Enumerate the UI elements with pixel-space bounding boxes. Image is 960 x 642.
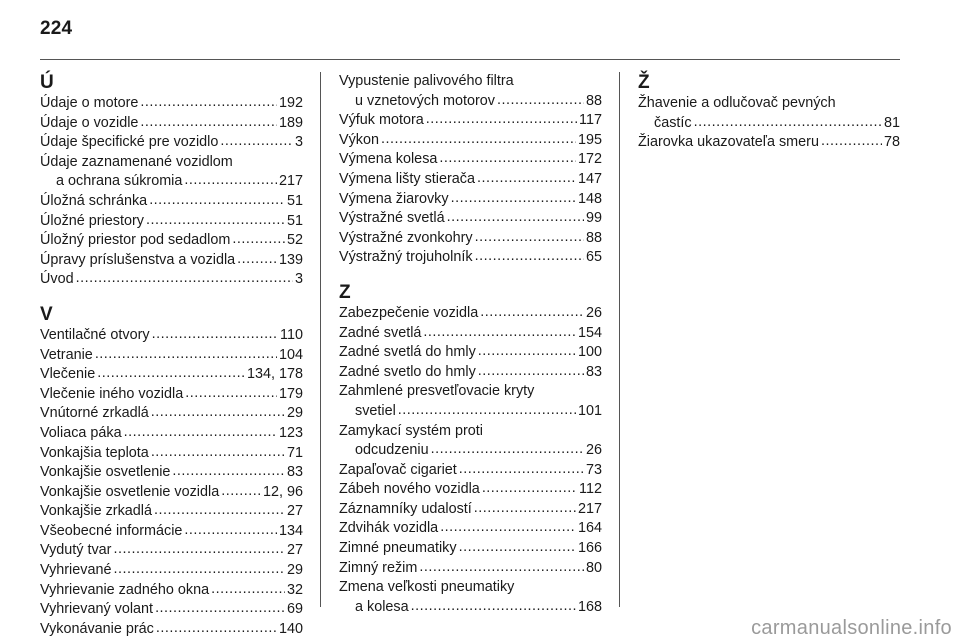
dot-leader (152, 325, 278, 345)
entry-page: 29 (286, 405, 303, 422)
watermark: carmanualsonline.info (751, 617, 952, 639)
dot-leader (440, 518, 576, 538)
dot-leader (184, 171, 277, 191)
dot-leader (155, 599, 285, 619)
entry-page: 179 (278, 385, 303, 402)
dot-leader (423, 323, 576, 343)
index-entry: Zahmlené presvetľovacie kryty (339, 383, 535, 400)
section-letter: V (40, 303, 53, 325)
entry-page: 154 (577, 324, 602, 341)
entry-text: Zadné svetlá (339, 324, 422, 341)
entry-page: 100 (577, 344, 602, 361)
index-column-3 (638, 72, 900, 153)
entry-page: 101 (577, 402, 602, 419)
entry-text: Údaje o motore (40, 95, 139, 111)
index-entry (40, 620, 303, 640)
dot-leader (140, 113, 277, 133)
entry-page: 81 (883, 114, 900, 131)
index-entry (339, 402, 602, 422)
entry-page: 73 (585, 461, 602, 478)
entry-text: Údaje špecifické pre vozidlo (40, 134, 219, 151)
index-entry (339, 343, 602, 363)
index-entry (339, 229, 602, 249)
entry-page: 148 (577, 190, 602, 207)
dot-leader (232, 230, 285, 250)
entry-page: 32 (286, 581, 303, 598)
dot-leader (478, 362, 584, 382)
index-entry (40, 483, 303, 503)
entry-page: 164 (577, 520, 602, 537)
entry-text: Úložná schránka (40, 192, 148, 209)
index-entry (40, 463, 303, 483)
entry-page: 3 (294, 271, 303, 288)
entry-text: Výmena lišty stierača (339, 170, 475, 187)
index-entry (40, 541, 303, 561)
entry-page: 29 (286, 562, 303, 579)
entry-text: Zadné svetlo do hmly (339, 363, 476, 380)
entry-page: 168 (577, 598, 602, 615)
entry-text: Výstražné zvonkohry (339, 229, 473, 246)
index-entry (339, 441, 602, 461)
index-entry (40, 231, 303, 251)
dot-leader (220, 132, 293, 152)
index-entry (40, 251, 303, 271)
index-entry (40, 424, 303, 444)
dot-leader (184, 521, 277, 541)
entry-text: Výstražné svetlá (339, 210, 445, 227)
index-entry (40, 444, 303, 464)
entry-text: svetiel (355, 402, 396, 419)
entry-text: Voliaca páka (40, 424, 122, 441)
index-column-1 (40, 72, 303, 639)
entry-text: Vonkajšie osvetlenie (40, 464, 171, 481)
dot-leader (411, 597, 576, 617)
entry-text: Údaje o vozidle (40, 114, 139, 131)
index-entry (40, 326, 303, 346)
entry-text: Výmena kolesa (339, 151, 438, 168)
entry-page: 99 (585, 210, 602, 227)
dot-leader (237, 250, 277, 270)
section-letter: Z (339, 281, 351, 303)
dot-leader (381, 130, 576, 150)
entry-text: Všeobecné informácie (40, 522, 183, 539)
entry-text: Vyhrievaný volant (40, 601, 154, 618)
dot-leader (95, 345, 277, 365)
entry-text: Vnútorné zrkadlá (40, 405, 149, 422)
entry-page: 80 (585, 559, 602, 576)
dot-leader (459, 460, 584, 480)
index-entry (40, 212, 303, 232)
dot-leader (149, 191, 285, 211)
entry-page: 12, 96 (262, 483, 303, 500)
entry-text: Úvod (40, 271, 74, 288)
entry-text: Zabezpečenie vozidla (339, 304, 479, 321)
dot-leader (185, 384, 277, 404)
index-entry (40, 385, 303, 405)
page-number: 224 (40, 18, 73, 39)
entry-page: 83 (286, 464, 303, 481)
entry-page: 189 (278, 114, 303, 131)
entry-page: 110 (280, 326, 303, 343)
index-entry: Údaje zaznamenané vozidlom (40, 153, 233, 170)
entry-page: 52 (286, 232, 303, 249)
dot-leader (140, 93, 277, 113)
dot-leader (154, 501, 285, 521)
dot-leader (474, 499, 576, 519)
index-entry (339, 500, 602, 520)
index-entry (40, 192, 303, 212)
entry-text: Vykonávanie prác (40, 620, 154, 637)
entry-text: Ventilačné otvory (40, 326, 150, 343)
index-entry (638, 133, 900, 153)
entry-text: Zadné svetlá do hmly (339, 344, 476, 361)
entry-text: Vlečenie iného vozidla (40, 385, 184, 402)
index-entry (339, 363, 602, 383)
index-entry (40, 114, 303, 134)
entry-text: Úpravy príslušenstva a vozidla (40, 251, 236, 268)
entry-page: 104 (278, 346, 303, 363)
index-entry (339, 461, 602, 481)
entry-text: Výfuk motora (339, 112, 424, 129)
entry-page: 88 (585, 92, 602, 109)
dot-leader (113, 540, 285, 560)
entry-page: 51 (286, 192, 303, 209)
entry-page: 217 (577, 500, 602, 517)
index-entry (339, 519, 602, 539)
entry-page: 51 (286, 212, 303, 229)
entry-page: 192 (278, 95, 303, 111)
entry-page: 27 (286, 503, 303, 520)
index-entry (40, 172, 303, 192)
dot-leader (151, 443, 285, 463)
entry-page: 195 (577, 131, 602, 148)
index-entry (339, 480, 602, 500)
dot-leader (459, 538, 576, 558)
entry-text: Zapaľovač cigariet (339, 461, 457, 478)
entry-text: Vetranie (40, 346, 93, 363)
index-entry (339, 190, 602, 210)
index-entry (40, 600, 303, 620)
dot-leader (419, 558, 584, 578)
dot-leader (451, 189, 576, 209)
entry-page: 117 (579, 112, 602, 129)
index-entry (638, 114, 900, 134)
entry-page: 134, 178 (246, 366, 303, 383)
entry-page: 112 (579, 481, 602, 498)
index-entry: Zamykací systém proti (339, 422, 483, 439)
dot-leader (124, 423, 277, 443)
index-entry: Vypustenie palivového filtra (339, 73, 514, 89)
index-entry (339, 248, 602, 268)
entry-text: Úložné priestory (40, 212, 144, 229)
dot-leader (76, 269, 293, 289)
entry-page: 27 (286, 542, 303, 559)
dot-leader (480, 303, 584, 323)
index-entry (339, 150, 602, 170)
dot-leader (475, 247, 584, 267)
entry-text: Úložný priestor pod sedadlom (40, 232, 231, 249)
index-entry (40, 365, 303, 385)
entry-page: 140 (278, 620, 303, 637)
entry-text: Zimné pneumatiky (339, 540, 457, 557)
entry-text: Vydutý tvar (40, 542, 112, 559)
entry-text: Výmena žiarovky (339, 190, 449, 207)
entry-text: Vyhrievané (40, 562, 112, 579)
entry-page: 139 (278, 251, 303, 268)
dot-leader (97, 364, 245, 384)
index-entry (40, 502, 303, 522)
entry-text: Zábeh nového vozidla (339, 481, 480, 498)
entry-page: 26 (585, 304, 602, 321)
dot-leader (821, 132, 882, 152)
entry-page: 88 (585, 229, 602, 246)
entry-text: Vonkajšie osvetlenie vozidla (40, 483, 220, 500)
entry-text: Vonkajšia teplota (40, 444, 149, 461)
index-entry (339, 324, 602, 344)
index-entry (40, 133, 303, 153)
entry-page: 3 (294, 134, 303, 151)
entry-text: Vlečenie (40, 366, 96, 383)
index-entry (40, 404, 303, 424)
dot-leader (694, 113, 882, 133)
dot-leader (482, 479, 577, 499)
index-entry (40, 346, 303, 366)
dot-leader (398, 401, 576, 421)
dot-leader (477, 169, 576, 189)
entry-text: Vyhrievanie zadného okna (40, 581, 210, 598)
dot-leader (475, 228, 584, 248)
index-entry: Žhavenie a odlučovač pevných (638, 95, 836, 111)
dot-leader (151, 403, 285, 423)
index-entry (40, 581, 303, 601)
index-entry (339, 539, 602, 559)
index-entry (40, 94, 303, 114)
entry-text: častíc (654, 114, 692, 131)
entry-text: Výkon (339, 131, 379, 148)
dot-leader (439, 149, 576, 169)
index-entry (339, 92, 602, 112)
index-entry (40, 522, 303, 542)
entry-text: a kolesa (355, 598, 409, 615)
dot-leader (221, 482, 261, 502)
dot-leader (447, 208, 584, 228)
section-letter: Ž (638, 72, 650, 93)
entry-page: 71 (286, 444, 303, 461)
header-rule (40, 59, 900, 60)
entry-page: 147 (577, 170, 602, 187)
dot-leader (431, 440, 584, 460)
entry-text: Zdvihák vozidla (339, 520, 439, 537)
entry-text: Záznamníky udalostí (339, 500, 472, 517)
dot-leader (156, 619, 277, 639)
entry-text: odcudzeniu (355, 442, 429, 459)
column-divider-1 (320, 72, 321, 607)
dot-leader (478, 342, 576, 362)
entry-page: 65 (585, 249, 602, 266)
entry-text: Žiarovka ukazovateľa smeru (638, 134, 819, 151)
entry-text: Vonkajšie zrkadlá (40, 503, 152, 520)
entry-page: 83 (585, 363, 602, 380)
index-entry (339, 559, 602, 579)
entry-page: 123 (278, 424, 303, 441)
dot-leader (113, 560, 285, 580)
dot-leader (497, 91, 584, 111)
index-entry (339, 304, 602, 324)
entry-text: Zimný režim (339, 559, 418, 576)
entry-page: 217 (278, 173, 303, 190)
index-entry (40, 270, 303, 290)
dot-leader (211, 580, 285, 600)
entry-page: 78 (883, 134, 900, 151)
index-column-2 (339, 72, 602, 617)
index-entry (339, 170, 602, 190)
entry-page: 172 (577, 151, 602, 168)
index-entry (339, 209, 602, 229)
dot-leader (172, 462, 285, 482)
entry-page: 166 (577, 540, 602, 557)
dot-leader (146, 211, 285, 231)
section-letter: Ú (40, 72, 54, 93)
index-entry (339, 598, 602, 618)
entry-page: 69 (286, 601, 303, 618)
entry-page: 134 (278, 522, 303, 539)
entry-text: u vznetových motorov (355, 92, 495, 109)
dot-leader (426, 110, 577, 130)
index-entry (40, 561, 303, 581)
column-divider-2 (619, 72, 620, 607)
entry-text: a ochrana súkromia (56, 173, 183, 190)
entry-text: Výstražný trojuholník (339, 249, 473, 266)
index-entry (339, 131, 602, 151)
index-entry (339, 111, 602, 131)
index-entry: Zmena veľkosti pneumatiky (339, 579, 515, 596)
entry-page: 26 (585, 442, 602, 459)
